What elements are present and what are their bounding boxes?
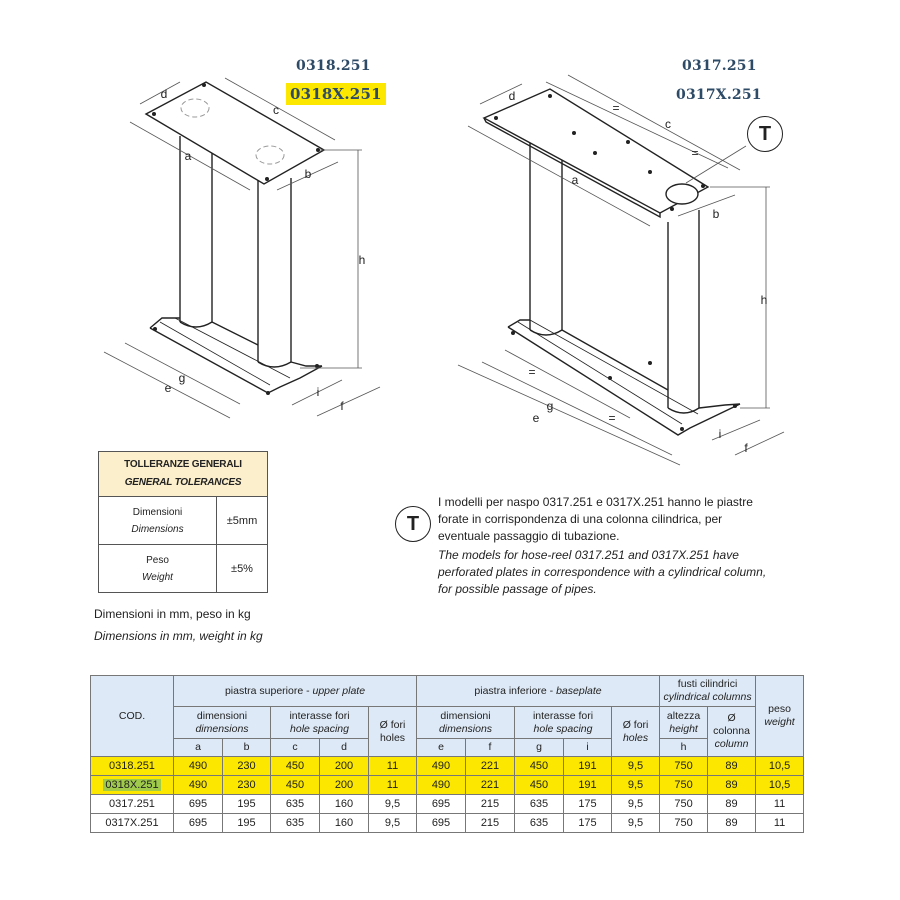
sub-header-c: c <box>271 739 320 757</box>
upper-spacing-header: interasse fori hole spacing <box>271 707 369 739</box>
tolerances-title-it: TOLLERANZE GENERALI <box>124 459 242 470</box>
right-equal-mark-3: = <box>528 365 536 379</box>
left-dim-b: b <box>304 167 312 181</box>
left-dim-d: d <box>160 87 168 101</box>
value-cell-b: 195 <box>223 814 271 833</box>
weight-header: peso weight <box>756 676 804 757</box>
value-cell-d: 160 <box>320 814 369 833</box>
left-dim-f: f <box>340 399 344 413</box>
value-cell-holes_b: 9,5 <box>612 795 660 814</box>
left-dim-c: c <box>273 103 279 117</box>
code-cell <box>91 776 174 795</box>
value-cell-holes_u: 9,5 <box>369 814 417 833</box>
left-column-2 <box>258 178 291 362</box>
code-highlight: 0318X.251 <box>105 779 159 791</box>
t-note-it: I modelli per naspo 0317.251 e 0317X.251 hanno le piastre forate in corrispondenza di una colonna cilindrica, per eventuale passaggio di tubazione. <box>438 495 753 543</box>
value-cell-c: 635 <box>271 814 320 833</box>
sub-header-b: b <box>223 739 271 757</box>
value-cell-d: 200 <box>320 776 369 795</box>
left-column-1 <box>180 136 212 322</box>
value-cell-holes_u: 9,5 <box>369 795 417 814</box>
value-cell-c: 635 <box>271 795 320 814</box>
value-cell-e: 490 <box>417 757 466 776</box>
right-model-label-2: 0317X.251 <box>676 87 762 103</box>
tolerance-row <box>99 497 268 545</box>
right-equal-mark-2: = <box>691 146 699 160</box>
sub-header-i: i <box>564 739 612 757</box>
value-cell-d: 200 <box>320 757 369 776</box>
value-cell-holes_b: 9,5 <box>612 776 660 795</box>
right-dim-h: h <box>760 293 768 307</box>
table-row <box>91 814 804 833</box>
value-cell-d: 160 <box>320 795 369 814</box>
tolerance-row <box>99 545 268 593</box>
value-cell-a: 490 <box>174 776 223 795</box>
value-cell-b: 195 <box>223 795 271 814</box>
right-dim-d: d <box>508 89 516 103</box>
value-cell-e: 695 <box>417 795 466 814</box>
units-note-it: Dimensioni in mm, peso in kg <box>94 607 251 621</box>
tolerance-label-it: Dimensioni <box>132 506 183 518</box>
value-cell-h: 750 <box>660 776 708 795</box>
left-dim-a: a <box>184 149 192 163</box>
value-cell-col: 89 <box>708 795 756 814</box>
value-cell-f: 215 <box>466 795 515 814</box>
value-cell-weight: 10,5 <box>756 776 804 795</box>
left-stand-diagram <box>0 0 450 440</box>
value-cell-holes_b: 9,5 <box>612 814 660 833</box>
tolerance-value: ±5mm <box>217 497 268 545</box>
value-cell-col: 89 <box>708 776 756 795</box>
value-cell-g: 450 <box>515 757 564 776</box>
value-cell-c: 450 <box>271 776 320 795</box>
code-cell: 0318.251 <box>91 757 174 776</box>
value-cell-i: 175 <box>564 795 612 814</box>
right-dim-a: a <box>571 173 579 187</box>
code-cell: 0317.251 <box>91 795 174 814</box>
left-model-label-2: 0318X.251 <box>286 83 386 105</box>
value-cell-i: 191 <box>564 776 612 795</box>
code-cell: 0317X.251 <box>91 814 174 833</box>
tolerance-value: ±5% <box>217 545 268 593</box>
table-row <box>91 795 804 814</box>
right-model-label-1: 0317.251 <box>682 58 757 74</box>
upper-holes-header: Ø fori holes <box>369 707 417 757</box>
right-dim-b: b <box>712 207 720 221</box>
t-note-en: The models for hose-reel 0317.251 and 0317X.251 have perforated plates in correspondence with a cylindrical column, for possible passage of pipes. <box>438 548 767 596</box>
upper-dim-header: dimensioni dimensions <box>174 707 271 739</box>
value-cell-f: 221 <box>466 757 515 776</box>
value-cell-a: 490 <box>174 757 223 776</box>
value-cell-weight: 11 <box>756 814 804 833</box>
column-diameter-header: Ø colonna column <box>708 707 756 757</box>
base-holes-header: Ø fori holes <box>612 707 660 757</box>
tolerances-table <box>98 451 268 593</box>
right-equal-mark-4: = <box>608 411 616 425</box>
value-cell-b: 230 <box>223 757 271 776</box>
sub-header-e: e <box>417 739 466 757</box>
value-cell-e: 695 <box>417 814 466 833</box>
value-cell-i: 191 <box>564 757 612 776</box>
sub-header-a: a <box>174 739 223 757</box>
left-dim-e: e <box>164 381 172 395</box>
upper-plate-header: piastra superiore - upper plate <box>174 676 417 707</box>
left-model-label-1: 0318.251 <box>296 58 371 74</box>
value-cell-g: 635 <box>515 814 564 833</box>
value-cell-a: 695 <box>174 814 223 833</box>
value-cell-weight: 11 <box>756 795 804 814</box>
value-cell-e: 490 <box>417 776 466 795</box>
table-row <box>91 776 804 795</box>
value-cell-f: 221 <box>466 776 515 795</box>
value-cell-weight: 10,5 <box>756 757 804 776</box>
value-cell-c: 450 <box>271 757 320 776</box>
value-cell-g: 450 <box>515 776 564 795</box>
baseplate-header: piastra inferiore - baseplate <box>417 676 660 707</box>
left-dim-h: h <box>358 253 366 267</box>
t-note <box>438 494 768 600</box>
value-cell-h: 750 <box>660 814 708 833</box>
value-cell-col: 89 <box>708 814 756 833</box>
t-note-marker: T <box>395 506 431 542</box>
right-dim-i: i <box>718 427 722 441</box>
height-header: altezza height <box>660 707 708 739</box>
left-dim-g: g <box>178 371 186 385</box>
right-equal-mark-1: = <box>612 101 620 115</box>
value-cell-holes_u: 11 <box>369 757 417 776</box>
right-column-2 <box>668 210 699 408</box>
right-column-1 <box>530 137 562 330</box>
cod-header: COD. <box>91 676 174 757</box>
value-cell-a: 695 <box>174 795 223 814</box>
right-dim-g: g <box>546 399 554 413</box>
right-dim-f: f <box>744 441 748 455</box>
table-row <box>91 757 804 776</box>
tolerance-label-en: Dimensions <box>131 523 184 535</box>
sub-header-h: h <box>660 739 708 757</box>
value-cell-i: 175 <box>564 814 612 833</box>
units-note-en: Dimensions in mm, weight in kg <box>94 629 263 643</box>
value-cell-holes_u: 11 <box>369 776 417 795</box>
tolerances-title-en: GENERAL TOLERANCES <box>124 477 242 488</box>
dimensions-table <box>90 675 804 833</box>
sub-header-d: d <box>320 739 369 757</box>
value-cell-holes_b: 9,5 <box>612 757 660 776</box>
left-dim-i: i <box>316 385 320 399</box>
value-cell-g: 635 <box>515 795 564 814</box>
tolerance-label-en: Weight <box>142 571 173 583</box>
right-t-marker: T <box>747 116 783 152</box>
base-dim-header: dimensioni dimensions <box>417 707 515 739</box>
value-cell-f: 215 <box>466 814 515 833</box>
right-dim-c: c <box>665 117 671 131</box>
tolerance-label-it: Peso <box>146 554 169 566</box>
value-cell-h: 750 <box>660 795 708 814</box>
value-cell-col: 89 <box>708 757 756 776</box>
sub-header-g: g <box>515 739 564 757</box>
sub-header-f: f <box>466 739 515 757</box>
tolerances-header <box>99 452 268 497</box>
value-cell-b: 230 <box>223 776 271 795</box>
value-cell-h: 750 <box>660 757 708 776</box>
left-top-plate <box>146 82 324 184</box>
right-stand-diagram <box>450 0 800 470</box>
base-spacing-header: interasse fori hole spacing <box>515 707 612 739</box>
columns-header: fusti cilindrici cylindrical columns <box>660 676 756 707</box>
right-dim-e: e <box>532 411 540 425</box>
